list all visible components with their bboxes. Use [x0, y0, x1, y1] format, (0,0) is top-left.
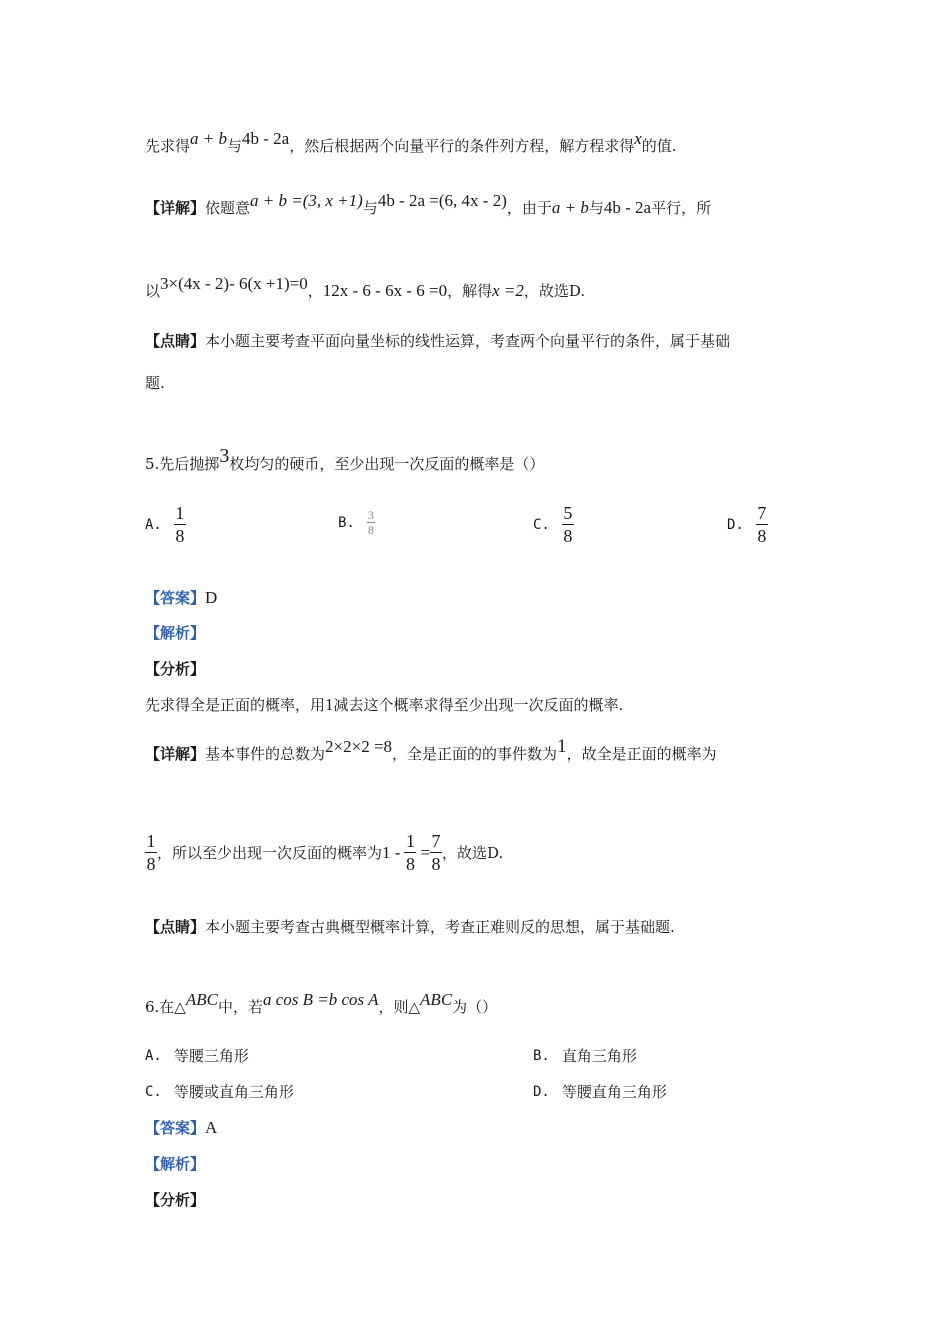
option-text: 等腰直角三角形	[561, 1083, 667, 1101]
text: 先求得	[145, 137, 191, 155]
option-label: A.	[145, 1047, 162, 1064]
q6-answer	[145, 1117, 217, 1139]
math: x	[634, 129, 642, 148]
note-line-2	[145, 372, 165, 394]
detail-line-2	[145, 274, 586, 302]
math: 4b - 2a =(6, 4x - 2)	[377, 191, 507, 210]
q5-option-a[interactable]	[145, 502, 186, 547]
text: ，则△	[378, 998, 421, 1016]
q5-fenxi-text	[145, 694, 623, 716]
text: ，然后根据两个向量平行的条件列方程，解方程求得	[289, 137, 635, 155]
note-tag: 【点睛】	[145, 332, 206, 350]
answer-value: D	[205, 588, 218, 607]
math: x =2	[492, 281, 524, 300]
text: ，故选D.	[442, 843, 504, 862]
option-text: 等腰或直角三角形	[173, 1083, 294, 1101]
math: 2×2×2 =8	[325, 737, 393, 756]
fraction: $\frac{7}{8}$	[431, 831, 441, 874]
text: ，	[307, 282, 323, 300]
text: 与	[362, 199, 378, 217]
option-label: D.	[727, 516, 744, 533]
math: 1	[557, 736, 567, 757]
text: 为（）	[452, 998, 498, 1016]
q6-option-c[interactable]	[145, 1081, 294, 1102]
fenxi-tag: 【分析】	[145, 1191, 206, 1209]
text: 本小题主要考查平面向量坐标的线性运算，考查两个向量平行的条件，属于基础	[205, 332, 731, 350]
question-5-stem	[145, 445, 545, 475]
math: a cos B =b cos A	[262, 990, 379, 1009]
note-tag: 【点睛】	[145, 918, 206, 936]
option-text: 直角三角形	[561, 1047, 637, 1065]
q6-fenxi	[145, 1189, 205, 1211]
detail-tag: 【详解】	[145, 199, 206, 217]
text: ，故选D.	[523, 282, 586, 300]
text: 5.先后抛掷	[145, 455, 220, 473]
math: 1	[325, 695, 334, 714]
math: 3	[219, 445, 230, 467]
question-6-stem	[145, 990, 498, 1018]
detail-tag: 【详解】	[145, 745, 206, 763]
math: 3×(4x - 2)- 6(x +1)=0	[160, 274, 308, 293]
fraction: $\frac{1}{8}$	[146, 831, 156, 874]
text: 与	[588, 199, 604, 217]
option-label: B.	[533, 1047, 550, 1064]
q5-option-d[interactable]	[727, 502, 768, 547]
q6-option-a[interactable]	[145, 1045, 249, 1066]
q5-detail-line-2	[145, 830, 503, 875]
text: 题.	[145, 374, 165, 392]
solution-line-1	[145, 129, 677, 157]
q6-option-d[interactable]	[533, 1081, 667, 1102]
option-label: D.	[533, 1083, 550, 1100]
text: 与	[227, 137, 243, 155]
math: ABC	[185, 990, 218, 1009]
analysis-tag: 【解析】	[145, 1155, 206, 1173]
q5-option-b[interactable]	[338, 508, 375, 537]
text: ，由于	[506, 199, 552, 217]
fenxi-tag: 【分析】	[145, 660, 206, 678]
detail-line-1	[145, 191, 712, 219]
q5-detail-line-1	[145, 736, 717, 765]
math: a + b	[190, 129, 227, 148]
text: ，所以至少出现一次反面的概率为	[157, 843, 383, 862]
q6-option-b[interactable]	[533, 1045, 637, 1066]
answer-tag: 【答案】	[145, 589, 206, 607]
answer-tag: 【答案】	[145, 1119, 206, 1137]
q5-fenxi	[145, 658, 205, 680]
q6-analysis	[145, 1153, 205, 1175]
text: 6.在△	[145, 998, 186, 1016]
text: ，故全是正面的概率为	[566, 745, 717, 763]
text: ，解得	[447, 282, 493, 300]
fraction: $\frac{5}{8}$	[563, 503, 573, 546]
math: ABC	[420, 990, 453, 1009]
math: a + b	[551, 198, 589, 217]
text: ，全是正面的的事件数为	[392, 745, 558, 763]
text: 先求得全是正面的概率，用	[145, 696, 326, 714]
note-line-1	[145, 330, 730, 352]
q5-analysis	[145, 622, 205, 644]
q5-option-c[interactable]	[533, 502, 574, 547]
answer-value: A	[205, 1118, 218, 1137]
option-label: B.	[338, 514, 355, 531]
text: 依题意	[205, 199, 251, 217]
text: 枚均匀的硬币，至少出现一次反面的概率是（）	[229, 455, 545, 473]
text: 减去这个概率求得至少出现一次反面的概率.	[333, 696, 624, 714]
fraction: $\frac{1}{8}$	[405, 831, 415, 874]
math: 4b - 2a	[242, 129, 290, 148]
analysis-tag: 【解析】	[145, 624, 206, 642]
fraction: $\frac{7}{8}$	[757, 503, 767, 546]
math: 1 -	[382, 842, 401, 862]
option-label: A.	[145, 516, 162, 533]
math: 4b - 2a	[603, 198, 652, 217]
option-label: C.	[145, 1083, 162, 1100]
text: 以	[145, 282, 161, 300]
text: 平行，所	[651, 199, 712, 217]
text: 基本事件的总数为	[205, 745, 326, 763]
fraction: $\frac{3}{8}$	[367, 508, 374, 537]
text: 中，若	[217, 998, 263, 1016]
option-text: 等腰三角形	[173, 1047, 249, 1065]
math: =	[420, 842, 431, 862]
text: 的值.	[641, 137, 677, 155]
option-label: C.	[533, 516, 550, 533]
q5-answer	[145, 587, 217, 609]
math: 12x - 6 - 6x - 6 =0	[322, 281, 448, 300]
text: 本小题主要考查古典概型概率计算，考查正难则反的思想，属于基础题.	[205, 918, 675, 936]
q5-note	[145, 916, 675, 938]
fraction: $\frac{1}{8}$	[175, 503, 185, 546]
math: a + b =(3, x +1)	[250, 191, 363, 210]
